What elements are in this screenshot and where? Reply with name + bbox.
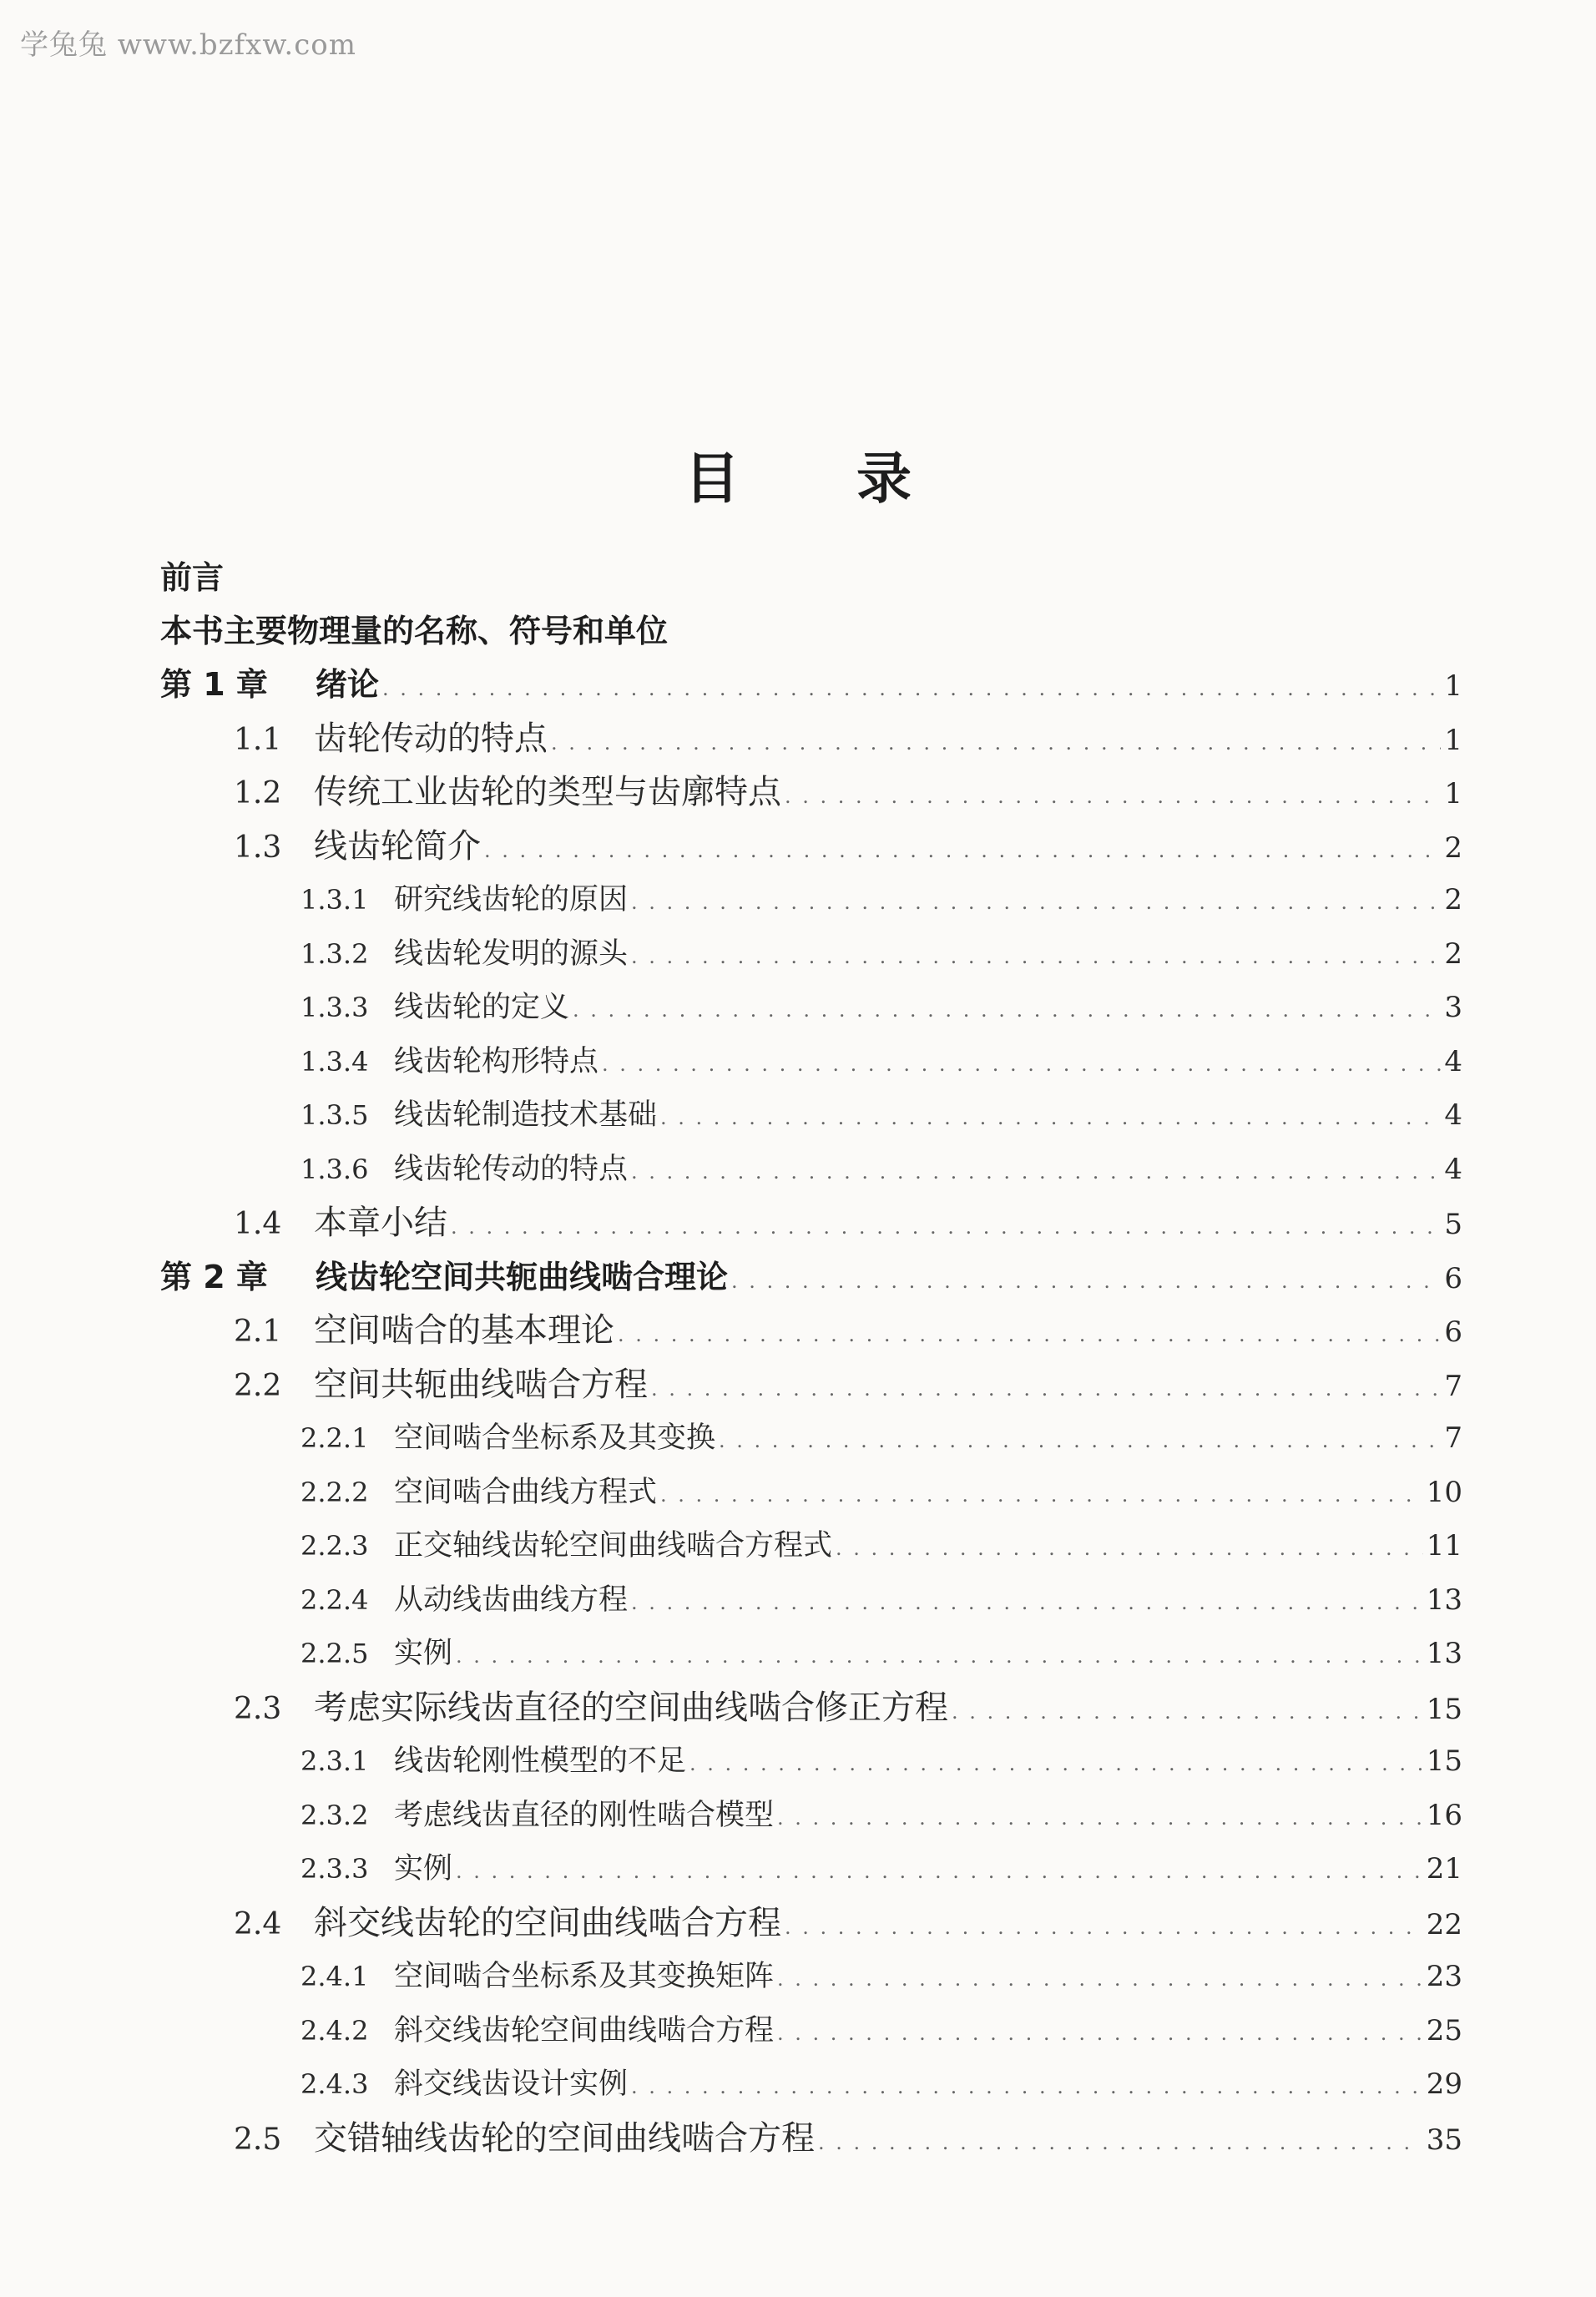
toc-entry-page: 4 [1444, 1044, 1462, 1078]
dot-leader [631, 1145, 1441, 1199]
toc-entry-page: 22 [1426, 1907, 1462, 1941]
toc-entry-number: 2.3.1 [301, 1745, 369, 1777]
toc-entry-page: 4 [1444, 1152, 1462, 1186]
toc-entry [160, 1789, 1462, 1843]
dot-leader [631, 2060, 1423, 2114]
toc-entry-title: 本章小结 [314, 1204, 447, 1242]
dot-leader [818, 2116, 1423, 2170]
toc-entry [160, 1466, 1462, 1520]
toc-entry [160, 765, 1462, 820]
toc-entry-number: 2.1 [234, 1315, 282, 1349]
toc-entry [160, 981, 1462, 1035]
toc-entry-title: 空间啮合坐标系及其变换矩阵 [394, 1960, 775, 1993]
toc-entry [160, 1143, 1462, 1197]
toc-entry-title: 空间啮合坐标系及其变换 [394, 1421, 716, 1455]
toc-entry-page: 21 [1426, 1852, 1462, 1886]
toc-entry-title: 实例 [394, 1637, 453, 1670]
toc-entry-number: 第 2 章 [160, 1258, 268, 1295]
toc-entry [160, 712, 1462, 766]
toc-entry-number: 2.4 [234, 1906, 282, 1941]
toc-entry-number: 2.4.2 [301, 2014, 369, 2047]
toc-entry-number: 1.3.2 [301, 937, 369, 970]
toc-entry-number: 1.3 [234, 830, 282, 865]
toc-entry-number: 1.2 [234, 776, 282, 810]
toc-entry [160, 820, 1462, 874]
toc-entry-number: 2.2.5 [301, 1638, 369, 1669]
toc-entry [160, 1411, 1462, 1466]
toc-entry-title: 斜交线齿轮空间曲线啮合方程 [394, 2013, 775, 2047]
toc-entry-title: 空间啮合的基本理论 [314, 1311, 614, 1350]
toc-entry [160, 1088, 1462, 1143]
toc-entry-page: 10 [1426, 1475, 1462, 1509]
dot-leader [602, 1037, 1441, 1092]
dot-leader [836, 1522, 1423, 1576]
dot-leader [382, 662, 1441, 716]
table-of-contents [160, 551, 1462, 2165]
toc-entry-page: 13 [1426, 1637, 1462, 1670]
toc-entry [160, 1196, 1462, 1250]
toc-entry-page: 2 [1444, 936, 1462, 971]
dot-leader [631, 930, 1441, 984]
toc-entry-page: 6 [1444, 1315, 1462, 1349]
dot-leader [785, 1901, 1423, 1955]
toc-entry-title: 从动线齿曲线方程 [394, 1583, 629, 1617]
toc-entry-number: 2.4.3 [301, 2068, 369, 2100]
toc-entry-number: 1.3.3 [301, 992, 369, 1023]
toc-entry-title: 空间啮合曲线方程式 [394, 1475, 658, 1509]
toc-entry-number: 2.4.1 [301, 1961, 369, 1992]
toc-entry-number: 2.2.4 [301, 1583, 369, 1616]
watermark: 学兔兔 www.bzfxw.com [20, 28, 356, 62]
toc-entry-title: 线齿轮刚性模型的不足 [394, 1744, 687, 1778]
toc-entry [160, 1842, 1462, 1896]
dot-leader [618, 1308, 1441, 1362]
toc-entry [160, 1358, 1462, 1412]
toc-entry-title: 线齿轮的定义 [394, 991, 570, 1024]
toc-entry-page: 7 [1444, 1369, 1462, 1403]
toc-entry-title: 实例 [394, 1852, 453, 1886]
toc-entry-number: 1.3.4 [301, 1045, 369, 1078]
toc-entry [160, 873, 1462, 927]
toc-entry-page: 1 [1444, 777, 1462, 810]
toc-entry-page: 1 [1444, 723, 1462, 757]
toc-entry-page: 15 [1426, 1744, 1462, 1778]
dot-leader [777, 1791, 1423, 1845]
toc-entry-title: 考虑线齿直径的刚性啮合模型 [394, 1798, 775, 1832]
toc-entry [160, 1950, 1462, 2004]
dot-leader [777, 1952, 1423, 2007]
toc-entry-title: 绪论 [316, 666, 380, 703]
toc-entry [160, 927, 1462, 982]
toc-entry-number: 2.2 [234, 1368, 282, 1403]
dot-leader [573, 983, 1441, 1037]
toc-entry-number: 1.3.6 [301, 1153, 369, 1185]
toc-entry [160, 2112, 1462, 2166]
toc-entry-page: 5 [1444, 1208, 1462, 1241]
toc-entry-title: 斜交线齿轮的空间曲线啮合方程 [314, 1903, 781, 1942]
toc-entry-number: 2.3.2 [301, 1799, 369, 1831]
toc-entry-title: 线齿轮简介 [314, 826, 481, 866]
dot-leader [451, 1200, 1441, 1255]
dot-leader [651, 1362, 1441, 1416]
dot-leader [456, 1845, 1423, 1899]
toc-entry-page: 4 [1444, 1098, 1462, 1132]
toc-entry-title: 斜交线齿设计实例 [394, 2067, 629, 2101]
dot-leader [484, 824, 1441, 878]
toc-entry-title: 线齿轮构形特点 [394, 1044, 599, 1078]
toc-entry-number: 2.2.3 [301, 1530, 369, 1562]
toc-entry-title: 考虑实际线齿直径的空间曲线啮合修正方程 [314, 1688, 948, 1727]
toc-entry [160, 1573, 1462, 1628]
toc-entries [160, 658, 1462, 2165]
dot-leader [785, 770, 1441, 824]
toc-entry [160, 1681, 1462, 1735]
toc-entry [160, 1734, 1462, 1789]
toc-entry [160, 1896, 1462, 1951]
toc-entry-title: 正交轴线齿轮空间曲线啮合方程式 [394, 1529, 833, 1562]
toc-entry [160, 1627, 1462, 1681]
toc-entry-title: 线齿轮空间共轭曲线啮合理论 [316, 1258, 729, 1295]
toc-entry-number: 2.5 [234, 2122, 282, 2157]
page-title: 目录 [684, 447, 1028, 511]
toc-entry-title: 线齿轮制造技术基础 [394, 1098, 658, 1132]
dot-leader [660, 1468, 1423, 1522]
toc-entry-title: 线齿轮发明的源头 [394, 936, 629, 971]
dot-leader [660, 1091, 1441, 1145]
toc-entry-page: 25 [1426, 2013, 1462, 2047]
toc-entry [160, 1035, 1462, 1089]
toc-entry [160, 1304, 1462, 1358]
toc-entry-number: 2.2.2 [301, 1476, 369, 1508]
toc-entry-page: 3 [1444, 991, 1462, 1024]
toc-entry-page: 2 [1444, 830, 1462, 865]
dot-leader [719, 1414, 1441, 1468]
toc-entry-title: 空间共轭曲线啮合方程 [314, 1365, 648, 1404]
toc-entry [160, 2057, 1462, 2112]
toc-entry [160, 1250, 1462, 1305]
toc-entry-page: 2 [1444, 883, 1462, 916]
toc-entry-page: 1 [1444, 669, 1462, 703]
toc-symbols: 本书主要物理量的名称、符号和单位 [160, 613, 669, 649]
toc-entry-number: 1.3.5 [301, 1099, 369, 1131]
toc-entry-page: 35 [1426, 2123, 1462, 2157]
dot-leader [731, 1255, 1441, 1309]
toc-entry-page: 11 [1426, 1529, 1462, 1562]
toc-entry-page: 16 [1426, 1798, 1462, 1832]
toc-entry-title: 研究线齿轮的原因 [394, 883, 629, 916]
dot-leader [777, 2007, 1423, 2061]
toc-entry-number: 2.2.1 [301, 1422, 369, 1454]
toc-entry-number: 1.4 [234, 1207, 282, 1241]
dot-leader [689, 1737, 1423, 1791]
toc-entry-number: 2.3.3 [301, 1853, 369, 1885]
toc-entry-page: 15 [1426, 1692, 1462, 1726]
toc-entry-number: 第 1 章 [160, 666, 268, 703]
toc-entry-number: 1.3.1 [301, 884, 369, 916]
toc-entry-number: 2.3 [234, 1691, 282, 1726]
toc-entry-number: 1.1 [234, 722, 282, 757]
toc-entry [160, 2004, 1462, 2058]
toc-entry-title: 线齿轮传动的特点 [394, 1152, 629, 1186]
dot-leader [631, 1576, 1423, 1630]
toc-entry-title: 齿轮传动的特点 [314, 719, 548, 758]
dot-leader [631, 876, 1441, 930]
toc-entry-page: 29 [1426, 2067, 1462, 2101]
toc-entry-page: 13 [1426, 1583, 1462, 1617]
toc-entry [160, 1519, 1462, 1573]
toc-entry-page: 6 [1444, 1261, 1462, 1295]
dot-leader [952, 1685, 1423, 1739]
toc-entry-title: 传统工业齿轮的类型与齿廓特点 [314, 773, 781, 811]
toc-preface: 前言 [160, 559, 225, 596]
dot-leader [551, 716, 1441, 770]
toc-entry-page: 23 [1426, 1960, 1462, 1993]
toc-entry-page: 7 [1444, 1421, 1462, 1455]
toc-entry-title: 交错轴线齿轮的空间曲线啮合方程 [314, 2118, 815, 2158]
toc-entry [160, 658, 1462, 712]
dot-leader [456, 1629, 1423, 1684]
